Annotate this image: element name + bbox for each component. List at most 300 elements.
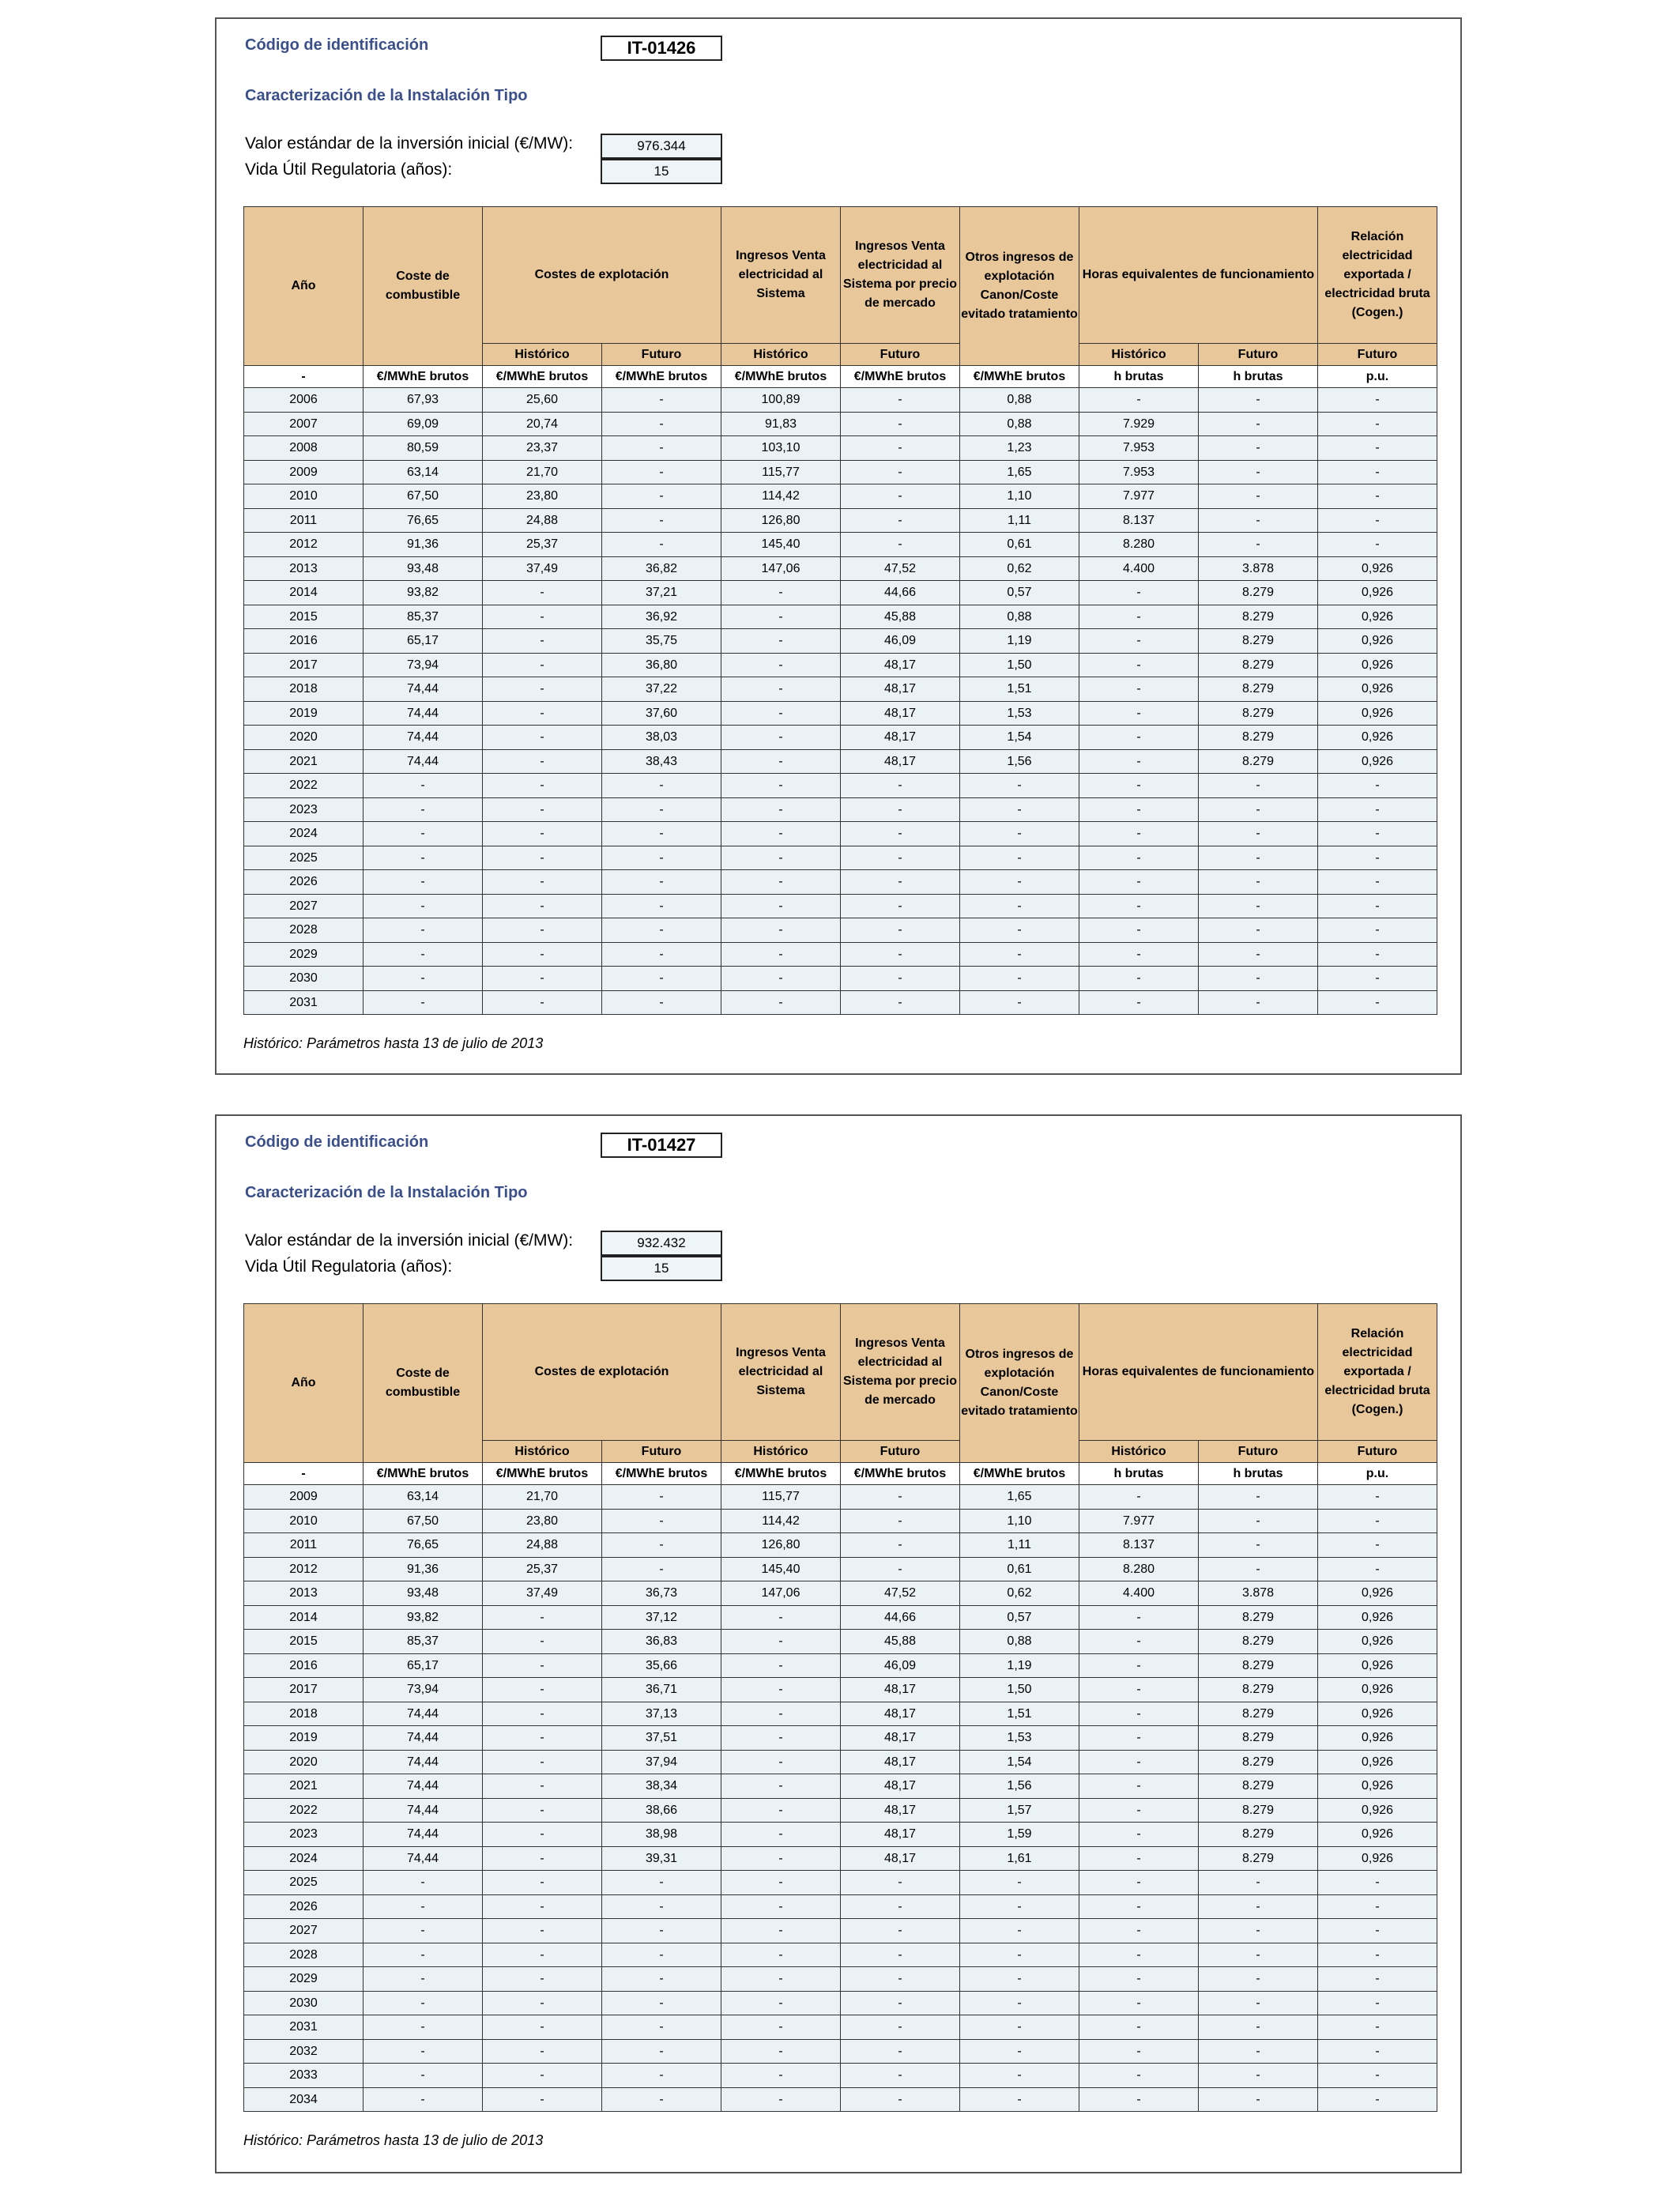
- value-cell: -: [841, 508, 960, 533]
- value-cell: -: [841, 1919, 960, 1943]
- value-cell: 25,37: [483, 1557, 602, 1581]
- value-cell: -: [1079, 701, 1199, 726]
- value-cell: 48,17: [841, 1702, 960, 1726]
- value-cell: 74,44: [363, 1846, 483, 1871]
- table-row: [244, 2087, 1437, 2112]
- value-cell: 3.878: [1199, 1581, 1318, 1606]
- value-cell: 147,06: [721, 1581, 841, 1606]
- year-cell: 2019: [244, 701, 363, 726]
- year-cell: 2014: [244, 581, 363, 605]
- value-cell: -: [1199, 1533, 1318, 1558]
- value-cell: -: [721, 629, 841, 654]
- value-cell: 0,926: [1318, 556, 1437, 581]
- value-cell: -: [1318, 2087, 1437, 2112]
- value-cell: -: [1079, 1750, 1199, 1774]
- value-cell: -: [841, 2015, 960, 2040]
- value-cell: 48,17: [841, 653, 960, 677]
- value-cell: -: [1318, 1509, 1437, 1533]
- value-cell: 8.279: [1199, 1702, 1318, 1726]
- value-cell: -: [483, 2039, 602, 2064]
- subheader-cell: Futuro: [841, 344, 960, 366]
- value-cell: -: [1199, 1991, 1318, 2015]
- header-row: [244, 1304, 1437, 1441]
- value-cell: -: [1079, 2087, 1199, 2112]
- value-cell: -: [721, 797, 841, 822]
- value-cell: 48,17: [841, 1750, 960, 1774]
- useful-life-value: 15: [601, 159, 722, 184]
- installation-code: IT-01427: [601, 1133, 722, 1158]
- value-cell: 1,19: [960, 1653, 1079, 1678]
- year-cell: 2028: [244, 918, 363, 943]
- value-cell: 147,06: [721, 556, 841, 581]
- value-cell: -: [1199, 508, 1318, 533]
- value-cell: -: [1318, 1485, 1437, 1510]
- value-cell: 1,53: [960, 701, 1079, 726]
- value-cell: -: [841, 412, 960, 436]
- unit-cell: -: [244, 1463, 363, 1485]
- value-cell: 73,94: [363, 1678, 483, 1702]
- units-row: [244, 1463, 1437, 1485]
- value-cell: -: [363, 2015, 483, 2040]
- fuel-cost-header: Coste de combustible: [363, 1304, 483, 1463]
- table-row: [244, 388, 1437, 413]
- value-cell: 38,03: [602, 726, 721, 750]
- value-cell: 37,13: [602, 1702, 721, 1726]
- value-cell: -: [721, 1919, 841, 1943]
- table-row: [244, 484, 1437, 509]
- year-cell: 2016: [244, 629, 363, 654]
- value-cell: 114,42: [721, 1509, 841, 1533]
- value-cell: -: [841, 774, 960, 798]
- value-cell: 47,52: [841, 1581, 960, 1606]
- value-cell: -: [841, 533, 960, 557]
- value-cell: 115,77: [721, 1485, 841, 1510]
- value-cell: -: [483, 1726, 602, 1751]
- value-cell: 0,88: [960, 412, 1079, 436]
- value-cell: 36,73: [602, 1581, 721, 1606]
- value-cell: -: [602, 1485, 721, 1510]
- value-cell: 4.400: [1079, 556, 1199, 581]
- value-cell: -: [1079, 894, 1199, 918]
- value-cell: -: [363, 1991, 483, 2015]
- subheader-cell: Futuro: [602, 344, 721, 366]
- value-cell: 80,59: [363, 436, 483, 461]
- subheader-cell: Futuro: [841, 1441, 960, 1463]
- value-cell: 65,17: [363, 1653, 483, 1678]
- year-cell: 2017: [244, 1678, 363, 1702]
- unit-cell: h brutas: [1079, 366, 1199, 388]
- value-cell: -: [841, 436, 960, 461]
- value-cell: 0,926: [1318, 1774, 1437, 1799]
- value-cell: -: [1199, 1943, 1318, 1967]
- value-cell: 23,80: [483, 484, 602, 509]
- value-cell: -: [721, 1894, 841, 1919]
- year-cell: 2018: [244, 677, 363, 702]
- value-cell: -: [1199, 1967, 1318, 1992]
- value-cell: 115,77: [721, 460, 841, 484]
- unit-cell: p.u.: [1318, 1463, 1437, 1485]
- value-cell: -: [1079, 870, 1199, 895]
- value-cell: -: [841, 1871, 960, 1895]
- value-cell: 91,36: [363, 533, 483, 557]
- value-cell: 0,926: [1318, 1846, 1437, 1871]
- value-cell: -: [1199, 2015, 1318, 2040]
- value-cell: -: [841, 2039, 960, 2064]
- year-cell: 2030: [244, 967, 363, 991]
- value-cell: 8.279: [1199, 629, 1318, 654]
- value-cell: -: [841, 894, 960, 918]
- table-row: [244, 1630, 1437, 1654]
- value-cell: -: [721, 870, 841, 895]
- value-cell: -: [841, 1894, 960, 1919]
- value-cell: -: [841, 2087, 960, 2112]
- value-cell: 7.977: [1079, 1509, 1199, 1533]
- value-cell: 93,82: [363, 1605, 483, 1630]
- fuel-cost-header: Coste de combustible: [363, 207, 483, 366]
- year-cell: 2031: [244, 990, 363, 1015]
- value-cell: -: [721, 1726, 841, 1751]
- value-cell: -: [483, 774, 602, 798]
- value-cell: -: [841, 1557, 960, 1581]
- value-cell: -: [1199, 894, 1318, 918]
- table-row: [244, 967, 1437, 991]
- value-cell: 36,92: [602, 605, 721, 629]
- value-cell: -: [841, 967, 960, 991]
- table-row: [244, 629, 1437, 654]
- value-cell: -: [483, 1991, 602, 2015]
- table-row: [244, 1823, 1437, 1847]
- value-cell: -: [1318, 388, 1437, 413]
- value-cell: -: [721, 726, 841, 750]
- table-row: [244, 797, 1437, 822]
- table-row: [244, 990, 1437, 1015]
- unit-cell: p.u.: [1318, 366, 1437, 388]
- table-row: [244, 1871, 1437, 1895]
- value-cell: -: [483, 1871, 602, 1895]
- value-cell: -: [602, 1894, 721, 1919]
- value-cell: -: [841, 1943, 960, 1967]
- value-cell: -: [602, 436, 721, 461]
- value-cell: -: [363, 870, 483, 895]
- value-cell: -: [1199, 990, 1318, 1015]
- value-cell: -: [1079, 1846, 1199, 1871]
- value-cell: -: [1199, 2039, 1318, 2064]
- table-row: [244, 1750, 1437, 1774]
- value-cell: 3.878: [1199, 556, 1318, 581]
- value-cell: -: [1079, 1653, 1199, 1678]
- table-row: [244, 1653, 1437, 1678]
- value-cell: -: [1318, 1919, 1437, 1943]
- value-cell: 48,17: [841, 1678, 960, 1702]
- value-cell: 0,926: [1318, 581, 1437, 605]
- value-cell: -: [721, 2039, 841, 2064]
- value-cell: -: [1318, 822, 1437, 846]
- value-cell: -: [960, 1943, 1079, 1967]
- equivalent-hours-header: Horas equivalentes de funcionamiento: [1079, 207, 1318, 344]
- table-row: [244, 1894, 1437, 1919]
- table-row: [244, 412, 1437, 436]
- value-cell: 93,82: [363, 581, 483, 605]
- value-cell: -: [960, 918, 1079, 943]
- value-cell: -: [1318, 797, 1437, 822]
- table-row: [244, 1943, 1437, 1967]
- value-cell: 23,80: [483, 1509, 602, 1533]
- value-cell: -: [1199, 1919, 1318, 1943]
- value-cell: -: [363, 1919, 483, 1943]
- value-cell: -: [721, 1605, 841, 1630]
- value-cell: -: [602, 1871, 721, 1895]
- value-cell: 4.400: [1079, 1581, 1199, 1606]
- value-cell: -: [721, 846, 841, 870]
- investment-value: 976.344: [601, 134, 722, 159]
- table-row: [244, 1533, 1437, 1558]
- value-cell: -: [1318, 508, 1437, 533]
- value-cell: 0,926: [1318, 1798, 1437, 1823]
- value-cell: -: [960, 1894, 1079, 1919]
- value-cell: 44,66: [841, 581, 960, 605]
- operating-costs-header: Costes de explotación: [483, 1304, 721, 1441]
- value-cell: -: [721, 1823, 841, 1847]
- year-cell: 2029: [244, 942, 363, 967]
- value-cell: -: [841, 797, 960, 822]
- value-cell: -: [483, 1750, 602, 1774]
- value-cell: -: [363, 797, 483, 822]
- value-cell: 37,49: [483, 556, 602, 581]
- year-cell: 2016: [244, 1653, 363, 1678]
- year-header: Año: [244, 1304, 363, 1463]
- unit-cell: h brutas: [1199, 1463, 1318, 1485]
- value-cell: 114,42: [721, 484, 841, 509]
- value-cell: 74,44: [363, 677, 483, 702]
- unit-cell: €/MWhE brutos: [602, 366, 721, 388]
- value-cell: -: [483, 967, 602, 991]
- subheader-cell: Histórico: [1079, 1441, 1199, 1463]
- market-revenue-header: Ingresos Venta electricidad al Sistema por precio de mercado: [841, 1304, 960, 1441]
- unit-cell: €/MWhE brutos: [483, 1463, 602, 1485]
- value-cell: 0,57: [960, 581, 1079, 605]
- value-cell: -: [721, 1678, 841, 1702]
- value-cell: 126,80: [721, 508, 841, 533]
- value-cell: -: [1199, 822, 1318, 846]
- value-cell: -: [1318, 2039, 1437, 2064]
- value-cell: 74,44: [363, 749, 483, 774]
- value-cell: 0,61: [960, 1557, 1079, 1581]
- id-label: Código de identificación: [245, 36, 429, 54]
- subheader-cell: Histórico: [721, 1441, 841, 1463]
- table-row: [244, 605, 1437, 629]
- value-cell: 1,54: [960, 726, 1079, 750]
- value-cell: -: [483, 2015, 602, 2040]
- value-cell: 25,37: [483, 533, 602, 557]
- value-cell: -: [483, 2064, 602, 2088]
- value-cell: -: [1079, 967, 1199, 991]
- table-row: [244, 1605, 1437, 1630]
- value-cell: -: [602, 894, 721, 918]
- value-cell: 74,44: [363, 1726, 483, 1751]
- unit-cell: €/MWhE brutos: [483, 366, 602, 388]
- value-cell: 45,88: [841, 1630, 960, 1654]
- value-cell: 8.279: [1199, 749, 1318, 774]
- value-cell: 0,926: [1318, 726, 1437, 750]
- value-cell: 37,60: [602, 701, 721, 726]
- value-cell: 0,926: [1318, 1581, 1437, 1606]
- value-cell: -: [960, 822, 1079, 846]
- unit-cell: €/MWhE brutos: [721, 366, 841, 388]
- value-cell: 73,94: [363, 653, 483, 677]
- value-cell: 8.279: [1199, 1653, 1318, 1678]
- value-cell: 8.279: [1199, 1630, 1318, 1654]
- year-cell: 2011: [244, 1533, 363, 1558]
- value-cell: -: [960, 2015, 1079, 2040]
- subheader-cell: Futuro: [1318, 344, 1437, 366]
- table-row: [244, 436, 1437, 461]
- value-cell: -: [483, 1774, 602, 1799]
- value-cell: -: [1318, 2015, 1437, 2040]
- value-cell: -: [721, 701, 841, 726]
- value-cell: -: [602, 484, 721, 509]
- value-cell: -: [1318, 990, 1437, 1015]
- value-cell: -: [1318, 870, 1437, 895]
- value-cell: 21,70: [483, 1485, 602, 1510]
- value-cell: 38,34: [602, 1774, 721, 1799]
- footnote: Histórico: Parámetros hasta 13 de julio de 2013: [243, 1035, 544, 1051]
- value-cell: -: [721, 1846, 841, 1871]
- value-cell: -: [960, 2064, 1079, 2088]
- value-cell: -: [721, 581, 841, 605]
- value-cell: -: [1318, 533, 1437, 557]
- value-cell: -: [1318, 1967, 1437, 1992]
- value-cell: -: [1199, 388, 1318, 413]
- value-cell: -: [721, 1750, 841, 1774]
- value-cell: -: [363, 2087, 483, 2112]
- table-row: [244, 846, 1437, 870]
- year-cell: 2010: [244, 1509, 363, 1533]
- unit-cell: €/MWhE brutos: [363, 1463, 483, 1485]
- value-cell: -: [363, 967, 483, 991]
- table-row: [244, 1678, 1437, 1702]
- value-cell: 85,37: [363, 605, 483, 629]
- value-cell: -: [602, 967, 721, 991]
- value-cell: 0,62: [960, 1581, 1079, 1606]
- table-row: [244, 581, 1437, 605]
- value-cell: -: [1079, 797, 1199, 822]
- value-cell: -: [483, 1823, 602, 1847]
- value-cell: 8.279: [1199, 701, 1318, 726]
- value-cell: 1,50: [960, 653, 1079, 677]
- year-cell: 2033: [244, 2064, 363, 2088]
- header-row: [244, 207, 1437, 344]
- value-cell: -: [602, 774, 721, 798]
- value-cell: 8.279: [1199, 726, 1318, 750]
- value-cell: -: [721, 653, 841, 677]
- value-cell: -: [1079, 846, 1199, 870]
- table-row: [244, 1967, 1437, 1992]
- value-cell: -: [1318, 918, 1437, 943]
- year-cell: 2015: [244, 1630, 363, 1654]
- value-cell: 1,65: [960, 1485, 1079, 1510]
- year-cell: 2013: [244, 556, 363, 581]
- value-cell: -: [960, 1919, 1079, 1943]
- value-cell: -: [1199, 2064, 1318, 2088]
- value-cell: 35,66: [602, 1653, 721, 1678]
- value-cell: -: [841, 460, 960, 484]
- subheader-cell: Histórico: [483, 1441, 602, 1463]
- value-cell: -: [483, 1943, 602, 1967]
- value-cell: -: [721, 2015, 841, 2040]
- value-cell: -: [721, 990, 841, 1015]
- value-cell: -: [602, 2064, 721, 2088]
- value-cell: 1,57: [960, 1798, 1079, 1823]
- value-cell: -: [1079, 822, 1199, 846]
- section-subtitle: Caracterización de la Instalación Tipo: [245, 1184, 528, 1201]
- value-cell: -: [1079, 605, 1199, 629]
- table-row: [244, 508, 1437, 533]
- subheader-cell: Futuro: [1199, 1441, 1318, 1463]
- value-cell: 8.279: [1199, 605, 1318, 629]
- value-cell: 37,51: [602, 1726, 721, 1751]
- value-cell: 63,14: [363, 1485, 483, 1510]
- system-revenue-header: Ingresos Venta electricidad al Sistema: [721, 1304, 841, 1441]
- subheader-cell: Histórico: [483, 344, 602, 366]
- value-cell: -: [1318, 1871, 1437, 1895]
- table-row: [244, 1702, 1437, 1726]
- value-cell: 1,19: [960, 629, 1079, 654]
- unit-cell: h brutas: [1199, 366, 1318, 388]
- value-cell: -: [602, 870, 721, 895]
- section-subtitle: Caracterización de la Instalación Tipo: [245, 87, 528, 104]
- value-cell: 46,09: [841, 629, 960, 654]
- value-cell: -: [721, 2064, 841, 2088]
- value-cell: 76,65: [363, 1533, 483, 1558]
- value-cell: 36,71: [602, 1678, 721, 1702]
- value-cell: 0,61: [960, 533, 1079, 557]
- value-cell: -: [602, 533, 721, 557]
- value-cell: 8.279: [1199, 1798, 1318, 1823]
- table-row: [244, 749, 1437, 774]
- value-cell: 1,56: [960, 749, 1079, 774]
- value-cell: -: [1199, 1557, 1318, 1581]
- value-cell: -: [483, 1967, 602, 1992]
- value-cell: -: [1199, 870, 1318, 895]
- value-cell: -: [1079, 1967, 1199, 1992]
- value-cell: 8.279: [1199, 1726, 1318, 1751]
- value-cell: -: [602, 1557, 721, 1581]
- value-cell: -: [721, 918, 841, 943]
- value-cell: -: [841, 1485, 960, 1510]
- value-cell: -: [1318, 2064, 1437, 2088]
- value-cell: -: [1199, 797, 1318, 822]
- value-cell: 8.279: [1199, 1846, 1318, 1871]
- value-cell: -: [363, 1894, 483, 1919]
- year-cell: 2023: [244, 797, 363, 822]
- value-cell: -: [1079, 1485, 1199, 1510]
- value-cell: -: [483, 822, 602, 846]
- value-cell: 21,70: [483, 460, 602, 484]
- value-cell: 126,80: [721, 1533, 841, 1558]
- value-cell: -: [602, 2039, 721, 2064]
- value-cell: 0,926: [1318, 1678, 1437, 1702]
- value-cell: -: [721, 894, 841, 918]
- value-cell: -: [363, 1943, 483, 1967]
- value-cell: 38,43: [602, 749, 721, 774]
- year-cell: 2025: [244, 846, 363, 870]
- value-cell: -: [1199, 533, 1318, 557]
- value-cell: -: [483, 1798, 602, 1823]
- value-cell: -: [721, 677, 841, 702]
- value-cell: -: [483, 605, 602, 629]
- parameters-table: [243, 206, 1437, 1015]
- value-cell: 44,66: [841, 1605, 960, 1630]
